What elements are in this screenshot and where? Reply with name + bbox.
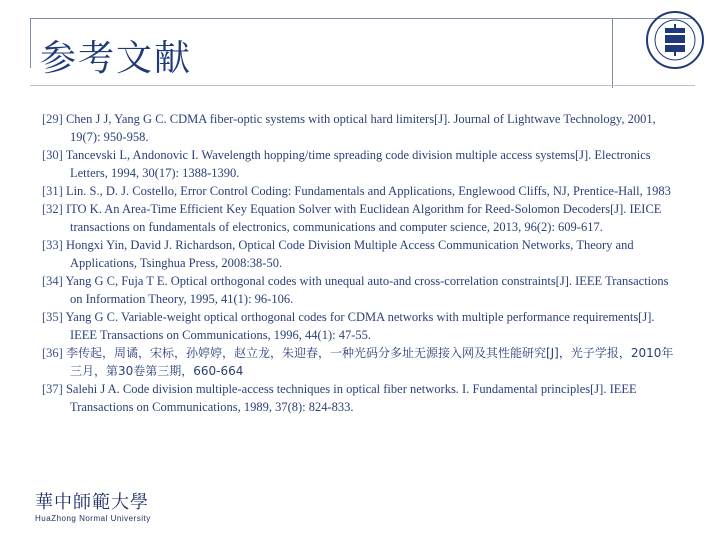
reference-text: Hongxi Yin, David J. Richardson, Optical Code Division Multiple Access Communication Networks, Theory and Applications, Tsinghua Press, 2008:38-50. [65, 238, 634, 270]
reference-number: [31] [42, 184, 63, 198]
reference-text: Yang G C. Variable-weight optical orthogonal codes for CDMA networks with multiple performance requirements[J]. IEEE Transactions on Communications, 1996, 44(1): 47-55. [65, 310, 655, 342]
reference-item [42, 146, 682, 182]
reference-text: Lin. S., D. J. Costello, Error Control Coding: Fundamentals and Applications, Englewood Cliffs, NJ, Prentice-Hall, 1983 [65, 184, 671, 198]
university-name-en: HuaZhong Normal University [35, 514, 151, 523]
reference-number: [29] [42, 112, 63, 126]
reference-item [42, 272, 682, 308]
reference-number: [37] [42, 382, 63, 396]
right-frame-line [612, 18, 613, 88]
reference-item [42, 110, 682, 146]
reference-number: [32] [42, 202, 63, 216]
reference-number: [34] [42, 274, 63, 288]
university-name-cn: 華中師範大學 [35, 492, 149, 513]
reference-text: Salehi J A. Code division multiple-access techniques in optical fiber networks. I. Fundamental principles[J]. IEEE Transactions on Communications, 1989, 37(8): 824-833. [65, 382, 637, 414]
reference-text: Tancevski L, Andonovic I. Wavelength hopping/time spreading code division multiple access systems[J]. Electronics Letters, 1994, 30(17): 1388-1390. [65, 148, 651, 180]
reference-item [42, 182, 682, 200]
left-frame-line [30, 18, 31, 68]
reference-text: ITO K. An Area-Time Efficient Key Equation Solver with Euclidean Algorithm for Reed-Solomon Decoders[J]. IEICE transactions on fundamentals of electronics, communications and computer science, 2013, 96(2): 609-617. [65, 202, 662, 234]
reference-text: Chen J J, Yang G C. CDMA fiber-optic systems with optical hard limiters[J]. Journal of Lightwave Technology, 2001, 19(7): 950-958. [65, 112, 656, 144]
reference-item [42, 308, 682, 344]
title-underline [30, 85, 695, 86]
reference-text: 李传起，周谲，宋标，孙婷婷，赵立龙，朱迎春，一种光码分多址无源接入网及其性能研究[J]，光子学报，2010年三月，第30卷第三期，660-664 [65, 346, 674, 378]
reference-item [42, 380, 682, 416]
reference-item [42, 200, 682, 236]
reference-number: [33] [42, 238, 63, 252]
reference-list [42, 110, 682, 416]
reference-number: [36] [42, 346, 63, 360]
reference-item [42, 236, 682, 272]
university-seal-icon [645, 10, 705, 70]
reference-text: Yang G C, Fuja T E. Optical orthogonal codes with unequal auto-and cross-correlation constraints[J]. IEEE Transactions on Information Theory, 1995, 41(1): 96-106. [65, 274, 669, 306]
reference-number: [35] [42, 310, 63, 324]
reference-item [42, 344, 682, 380]
reference-number: [30] [42, 148, 63, 162]
top-frame-line [30, 18, 695, 19]
page-title: 参考文献 [40, 38, 193, 79]
university-logo [35, 488, 165, 528]
